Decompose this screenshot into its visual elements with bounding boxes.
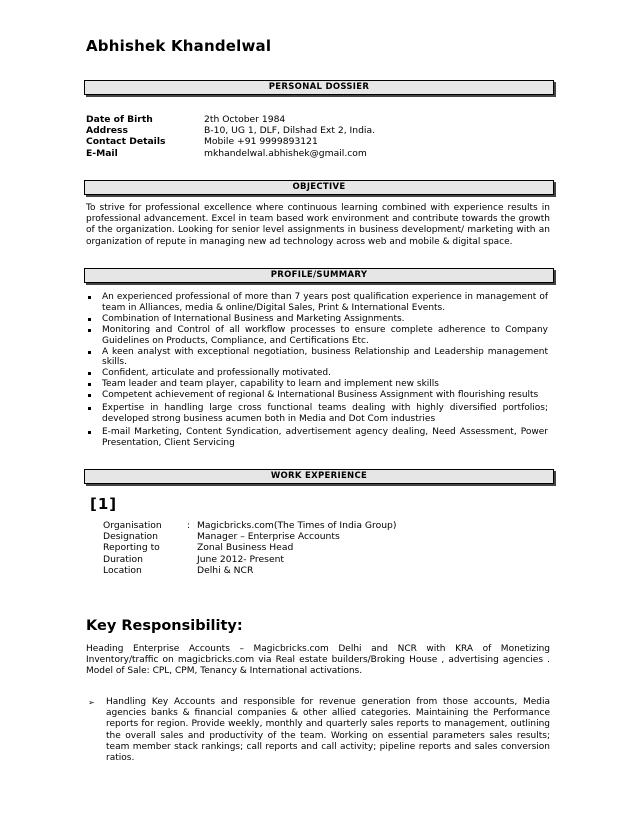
dossier-row-address (86, 125, 375, 136)
dossier-value: Mobile +91 9999893121 (204, 136, 318, 148)
work-row-organisation (103, 520, 396, 531)
dossier-row-dob (86, 114, 375, 125)
dossier-label: Address (86, 125, 128, 137)
dossier-row-contact (86, 136, 375, 147)
section-header-objective: OBJECTIVE (84, 180, 554, 195)
candidate-name: Abhishek Khandelwal (86, 37, 272, 55)
list-item: Competent achievement of regional & International Business Assignment with flourishing results (86, 390, 548, 401)
list-item: Combination of International Business and Marketing Assignments. (86, 314, 548, 325)
list-item: An experienced professional of more than 7 years post qualification experience in management of team in Alliances, media & online/Digital Sales, Print & International Events. (86, 292, 548, 314)
list-item: Confident, articulate and professionally motivated. (86, 368, 548, 379)
work-value: Manager – Enterprise Accounts (197, 531, 340, 543)
work-label: Location (103, 564, 142, 576)
work-row-location (103, 565, 396, 576)
work-label: Reporting to (103, 542, 160, 554)
work-colon (187, 554, 197, 565)
work-row-duration (103, 554, 396, 565)
objective-text: To strive for professional excellence where continuous learning combined with experience results in professional advancement. Excel in team based work environment and contribute towards the growth of the organization. Looking for senior level assignments in business development/ marketing with an organization of repute in managing new ad technology across web and mobile & digital space. (86, 203, 550, 247)
work-value: Zonal Business Head (197, 542, 294, 554)
work-label: Organisation (103, 520, 162, 531)
list-item: Monitoring and Control of all workflow processes to ensure complete adherence to Company Guidelines on Products, Compliance, and Certifications Etc. (86, 325, 548, 347)
dossier-row-email (86, 148, 375, 159)
work-index: [1] (90, 495, 118, 513)
work-label: Designation (103, 531, 158, 543)
work-colon: : (187, 520, 191, 531)
list-item: E-mail Marketing, Content Syndication, advertisement agency dealing, Need Assessment, Power Presentation, Client Servicing (86, 427, 548, 449)
section-header-personal-dossier: PERSONAL DOSSIER (84, 80, 554, 95)
work-value: Delhi & NCR (197, 564, 254, 576)
work-value: June 2012- Present (197, 553, 285, 565)
responsibility-item (88, 697, 550, 764)
dossier-value: mkhandelwal.abhishek@gmail.com (204, 147, 367, 159)
list-item: Expertise in handling large cross functional teams dealing with highly diversified portfolios; developed strong business acumen both in Media and Dot Com industries (86, 403, 548, 425)
work-details (103, 520, 396, 576)
work-value: Magicbricks.com(The Times of India Group) (197, 520, 397, 531)
personal-dossier (86, 114, 375, 159)
responsibility-text: Handling Key Accounts and responsible for revenue generation from those accounts, Media agencies banks & financial companies & other allied categories. Maintaining the Performance reports for region. Provide weekly, monthly and quarterly sales reports to management, outlining the overall sales and productivity of the team. Working on essential parameters sales results; team member stack rankings; call reports and call activity; pipeline reports and sales conversion ratios. (106, 697, 550, 764)
list-item: Team leader and team player, capability to learn and implement new skills (86, 379, 548, 390)
work-colon (187, 531, 197, 542)
dossier-value: B-10, UG 1, DLF, Dilshad Ext 2, India. (204, 125, 376, 137)
list-item: A keen analyst with exceptional negotiation, business Relationship and Leadership management skills. (86, 347, 548, 369)
work-colon (187, 542, 197, 553)
section-header-profile-summary: PROFILE/SUMMARY (84, 268, 554, 283)
work-row-designation (103, 531, 396, 542)
profile-summary-list (86, 292, 548, 449)
dossier-value: 2th October 1984 (204, 114, 286, 125)
arrow-bullet-icon: ➢ (88, 698, 95, 707)
key-responsibility-intro: Heading Enterprise Accounts – Magicbricks.com Delhi and NCR with KRA of Monetizing Inventory/traffic on magicbricks.com via Real estate builders/Broking House , advertising agencies . Model of Sale: CPL, CPM, Tenancy & International activations. (86, 644, 550, 677)
dossier-label: Contact Details (86, 136, 166, 148)
section-header-work-experience: WORK EXPERIENCE (84, 469, 554, 484)
dossier-label: E-Mail (86, 147, 118, 159)
work-row-reporting (103, 542, 396, 553)
key-responsibility-title: Key Responsibility: (86, 618, 243, 634)
dossier-label: Date of Birth (86, 114, 153, 125)
work-label: Duration (103, 553, 143, 565)
work-colon (187, 565, 197, 576)
